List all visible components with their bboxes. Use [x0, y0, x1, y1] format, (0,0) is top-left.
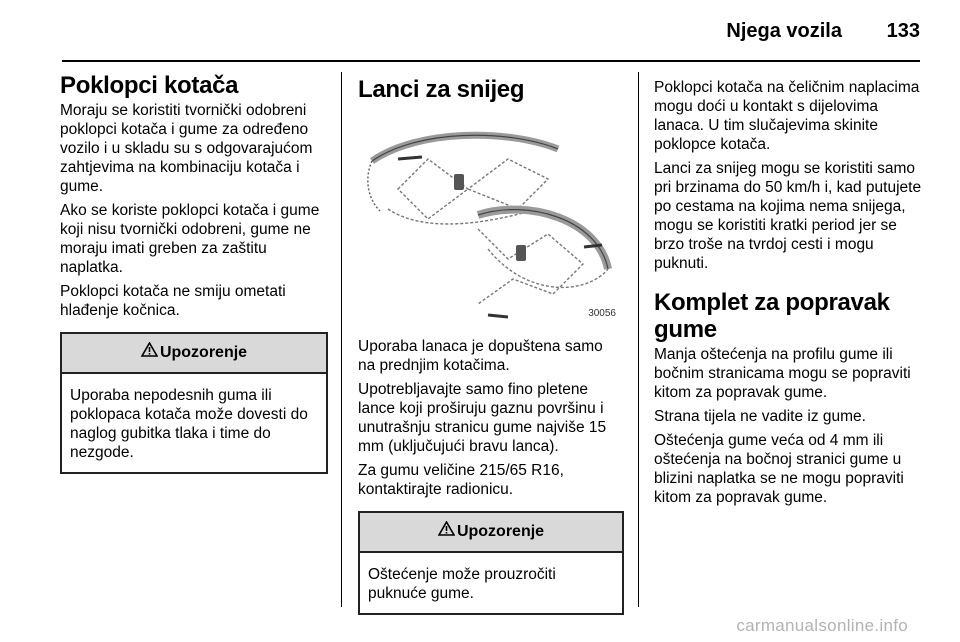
paragraph: Poklopci kotača na čeličnim naplacima mogu doći u kontakt s dijelovima lanaca. U tim slučajevima skinite poklopce kotača.: [654, 79, 920, 153]
warning-header: [360, 513, 622, 553]
warning-text: Oštećenje može prouzročiti puknuće gume.: [368, 566, 556, 602]
column-wheel-covers: [60, 72, 328, 474]
warning-text: Uporaba nepodesnih guma ili poklopaca kotača može dovesti do naglog gubitka tlaka i time do nezgode.: [70, 387, 308, 461]
section-title: Njega vozila: [726, 20, 842, 42]
warning-triangle-icon: [438, 513, 455, 551]
header-rule: [62, 60, 920, 62]
paragraph: Ako se koriste poklopci kotača i gume koji nisu tvornički odobreni, gume ne moraju imati greben za zaštitu naplatka.: [60, 202, 320, 276]
column-repair-kit: [654, 72, 922, 512]
paragraph: Moraju se koristiti tvornički odobreni poklopci kotača i gume za određeno vozilo i u skladu su s odgovarajućom zahtjevima na kombinaciju kotača i gume.: [60, 102, 313, 195]
heading-repair-kit: Komplet za popravak gume: [654, 289, 890, 343]
column-divider-2: [638, 72, 639, 607]
paragraph: Poklopci kotača ne smiju ometati hlađenje kočnica.: [60, 283, 286, 319]
warning-box: [60, 332, 328, 474]
paragraph: Lanci za snijeg mogu se koristiti samo pri brzinama do 50 km/h i, kad putujete po cestama na kojima nema snijega, mogu se koristiti kratki period jer se brzo troše na tvrdoj cesti i mogu puknuti.: [654, 160, 922, 272]
heading-wheel-covers: Poklopci kotača: [60, 72, 239, 99]
watermark: carmanualsonline.info: [736, 616, 908, 635]
warning-triangle-icon: [141, 334, 158, 372]
warning-title: Upozorenje: [159, 344, 248, 362]
snow-chains-illustration: [358, 119, 620, 325]
warning-title: Upozorenje: [456, 523, 545, 541]
page-header: [0, 0, 960, 62]
figure-number: 30056: [588, 308, 616, 319]
paragraph: Za gumu veličine 215/65 R16, kontaktirajte radionicu.: [358, 462, 564, 498]
heading-snow-chains: Lanci za snijeg: [358, 76, 525, 103]
page-number: 133: [886, 20, 920, 42]
warning-header: [62, 334, 326, 374]
column-divider-1: [341, 72, 342, 607]
paragraph: Upotrebljavajte samo fino pletene lance koji proširuju gaznu površinu i unutrašnju stranicu gume najviše 15 mm (uključujući bravu lanca).: [358, 381, 607, 455]
paragraph: Uporaba lanaca je dopuštena samo na prednjim kotačima.: [358, 338, 603, 374]
paragraph: Oštećenja gume veća od 4 mm ili oštećenja na bočnoj stranici gume u blizini naplatka se ne mogu popraviti kitom za popravak gume.: [654, 432, 904, 506]
paragraph: Strana tijela ne vadite iz gume.: [654, 408, 866, 425]
column-snow-chains: [358, 72, 624, 615]
warning-box: [358, 511, 624, 615]
paragraph: Manja oštećenja na profilu gume ili bočnim stranicama mogu se popraviti kitom za popravak gume.: [654, 346, 911, 401]
